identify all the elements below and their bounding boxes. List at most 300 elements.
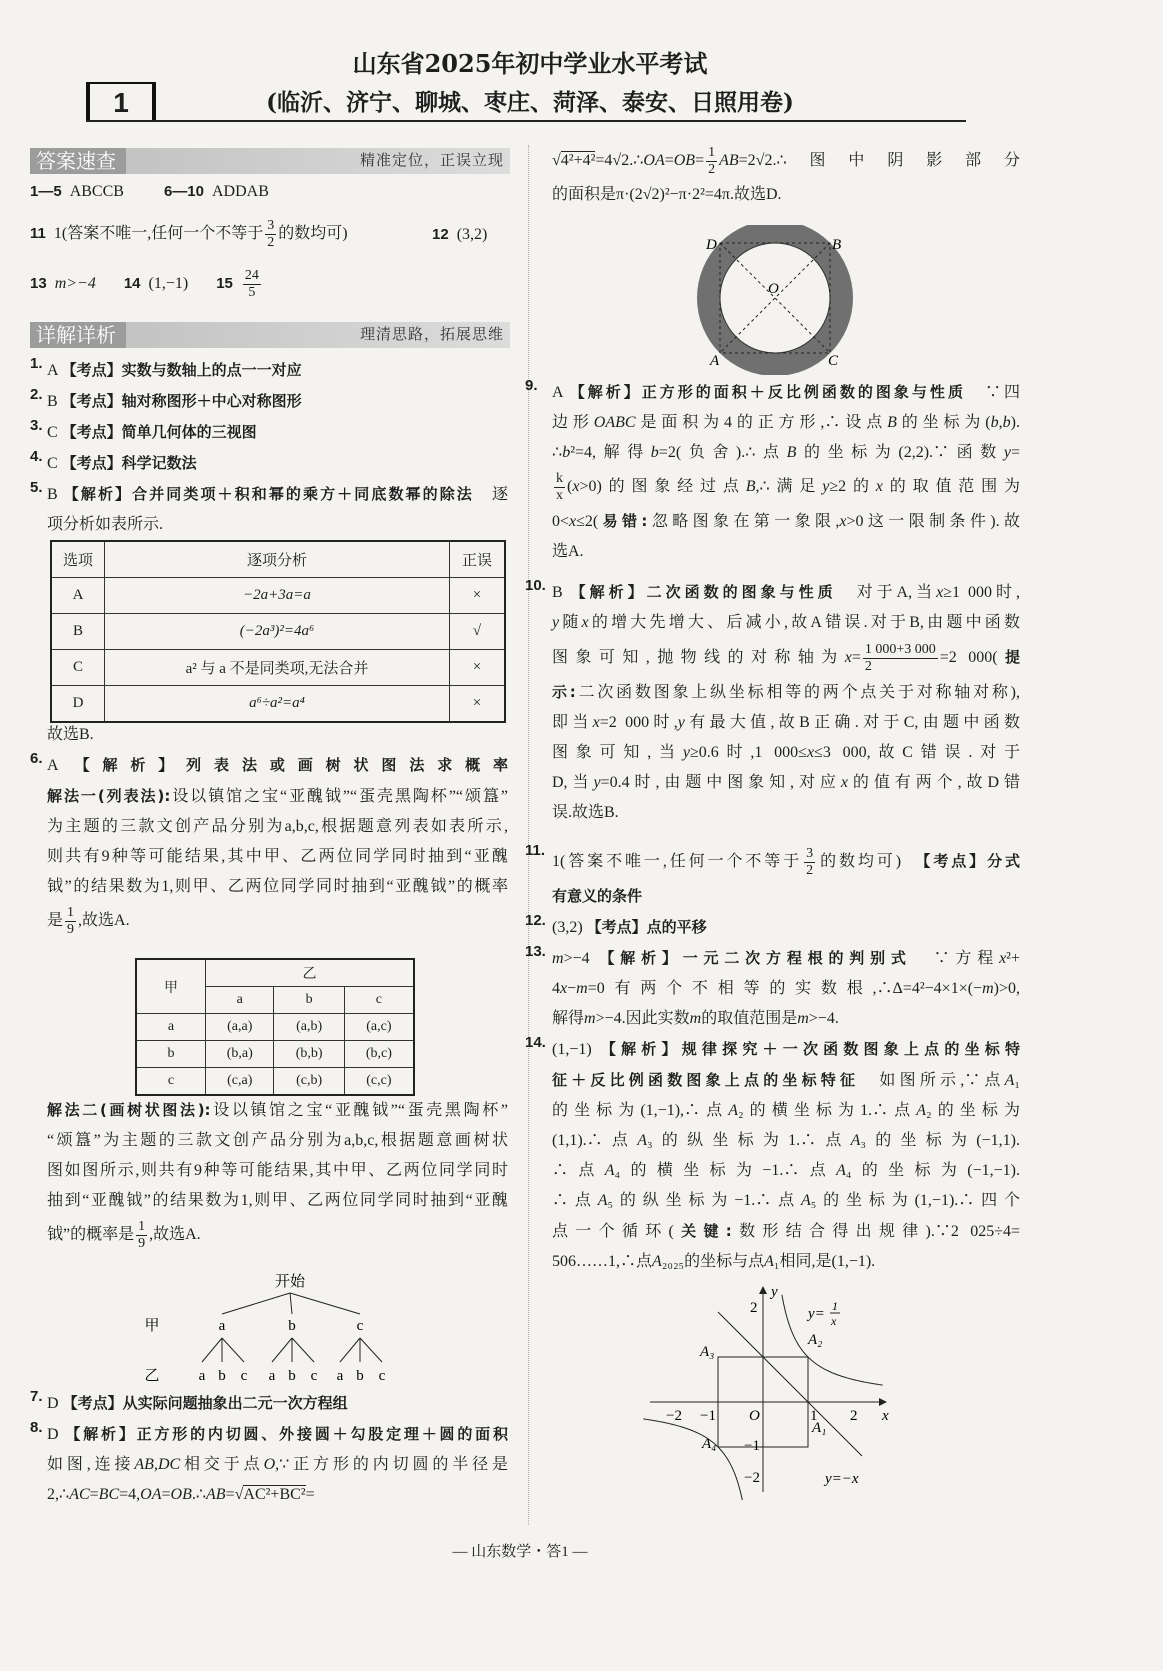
math-variable: x	[936, 584, 944, 601]
table-row: b (b,a) (b,b) (b,c)	[136, 1041, 414, 1068]
text-line	[525, 438, 1020, 468]
numerator: 1	[708, 144, 716, 160]
tick-label: 1	[810, 1408, 818, 1424]
solutions-7-8	[30, 1388, 508, 1510]
math-variable: OA	[140, 1486, 162, 1503]
probability-table: 甲 乙 a b c a (a,a) (a,b) (a,c) b (b,a) (b,b) (b,c) c (c,a) (c,b) (c,c)	[135, 958, 415, 1096]
numerator: k	[556, 470, 563, 486]
exam-subtitle: (临沂、济宁、聊城、枣庄、菏泽、泰安、日照用卷)	[266, 89, 794, 116]
bold-text: 【解析】二次函数的图象与性质	[570, 583, 837, 601]
axis-label: x	[882, 1408, 889, 1424]
point-label: D	[706, 237, 717, 253]
math-variable: b	[562, 444, 571, 461]
text-line	[525, 180, 1020, 210]
solutions-1-5	[30, 355, 508, 540]
text: ₃的坐标为(−1,1).	[860, 1132, 1020, 1149]
text-line	[30, 417, 508, 448]
text: 设以镇馆之宝“亚醜钺”“蛋壳黑陶杯”	[210, 1102, 508, 1119]
text: >−4.因此实数	[595, 1010, 690, 1027]
math-variable: A	[728, 1102, 738, 1119]
question-number: 10.	[525, 577, 546, 594]
bold-text: 【考点】从实际问题抽象出二元一次方程组	[62, 1394, 348, 1412]
bold-text: 【考点】科学记数法	[61, 454, 197, 472]
text: ≤3 000,故C错误.对于	[814, 744, 1020, 761]
bold-text: 【解析】规律探究＋一次函数图象上点的坐标特	[600, 1040, 1020, 1058]
question-number: 8.	[30, 1419, 43, 1436]
exam-title: 山东省2025年初中学业水平考试	[352, 49, 708, 78]
answer: ABCCB	[69, 183, 124, 200]
text: 钺”的结果数为1,则甲、乙两位同学同时抽到“亚醜钺”的概率	[47, 878, 508, 895]
text: >−4	[563, 950, 600, 967]
question-range: 1—5	[30, 183, 62, 200]
text: =	[1010, 444, 1020, 461]
text: ,	[998, 414, 1003, 431]
hyperbola-branch-2	[643, 1419, 744, 1500]
text: 如图所示,∵点	[859, 1072, 1005, 1089]
math-variable: AB	[719, 152, 739, 169]
text-line	[30, 1388, 508, 1419]
bold-text: 【考点】点的平移	[586, 918, 707, 936]
bold-text: 【解析】正方形的面积＋反比例函数的图象与性质	[569, 383, 966, 401]
math-variable: A	[836, 1162, 846, 1179]
text-line	[525, 881, 1020, 912]
quick-answer-row-3	[30, 268, 263, 301]
text: =	[851, 649, 861, 666]
text: (1,1).∴点	[552, 1132, 638, 1149]
text: 的坐标为(	[896, 414, 991, 431]
text-line	[525, 1186, 1020, 1216]
denominator: 2	[806, 862, 814, 878]
denominator: 9	[67, 921, 75, 937]
text: ,故选A.	[149, 1226, 201, 1243]
solution-9	[525, 377, 1020, 567]
text: =	[225, 1486, 235, 1503]
text: A	[47, 362, 62, 379]
numerator: 1	[67, 904, 75, 920]
math-variable: y	[552, 614, 560, 631]
bold-text: 【考点】实数与数轴上的点一一对应	[61, 361, 302, 379]
text-line	[525, 1247, 1020, 1277]
text: =	[695, 152, 705, 169]
text: ≥2的	[829, 478, 876, 495]
bold-text: 【考点】分式	[922, 852, 1020, 870]
math-variable: b	[1002, 414, 1011, 431]
question-number: 5.	[30, 479, 43, 496]
fraction	[136, 1219, 147, 1252]
section-bar-detailed-solutions	[30, 322, 510, 348]
question-number: 13.	[525, 943, 546, 960]
tree-diagram	[130, 1268, 430, 1388]
math-variable: x	[569, 513, 577, 530]
text-line	[30, 1186, 508, 1216]
text: ²=4,解得	[570, 444, 651, 461]
text-line	[525, 608, 1020, 638]
fraction	[804, 846, 815, 879]
point-label: A₂	[808, 1332, 823, 1348]
text: D	[47, 1426, 66, 1443]
text: )>0,	[993, 980, 1020, 997]
text: 的坐标为(1,−1),∴点	[552, 1102, 729, 1119]
question-number: 4.	[30, 448, 43, 465]
text: 的取值范围是	[701, 1010, 798, 1027]
math-variable: BC	[98, 1486, 120, 1503]
text-line	[30, 902, 508, 940]
text: D	[47, 1395, 63, 1412]
text: 的增大先增大、后减小,故A错误.对于B,由题中函数	[588, 614, 1020, 631]
text: 如图,连接	[47, 1456, 135, 1473]
curve-label: y=	[808, 1306, 825, 1322]
text: 1(答案不唯一,任何一个不等于	[552, 853, 803, 870]
line-label: y=−x	[825, 1471, 859, 1487]
tree-leaf: a	[268, 1368, 276, 1384]
text-line	[30, 720, 508, 750]
text: 506……1,∴点	[552, 1253, 653, 1270]
text-line	[30, 1216, 508, 1254]
question-range: 6—10	[163, 183, 204, 200]
solution-6-method-2	[30, 1095, 508, 1254]
math-variable: x	[875, 478, 883, 495]
bold-text: 【解析】合并同类项＋积和幂的乘方＋同底数幂的除法	[63, 485, 474, 503]
tree-leaf: b	[356, 1368, 364, 1384]
text: A	[552, 384, 570, 401]
bold-text: 【解析】正方形的内切圆、外接圆＋勾股定理＋圆的面积	[65, 1425, 508, 1443]
text: ²+	[1006, 950, 1020, 967]
section-slogan: 理清思路，拓展思维	[359, 327, 504, 343]
text: 点一个循环(	[552, 1223, 674, 1240]
math-variable: A	[850, 1132, 861, 1149]
text-line	[525, 1096, 1020, 1126]
text: =	[89, 1486, 99, 1503]
text: ∴点	[552, 1162, 605, 1179]
text: 图象可知,抛物线的对称轴为	[552, 649, 845, 666]
text: =	[161, 1486, 171, 1503]
quick-answer-row-1	[30, 183, 269, 201]
quick-answer-row-2	[30, 218, 508, 251]
math-variable: x	[840, 774, 848, 791]
text: 对于A,当	[836, 584, 937, 601]
math-variable: x	[592, 714, 600, 731]
column-header: 正误	[450, 541, 506, 578]
text-line	[525, 1156, 1020, 1186]
text: 2,∴	[47, 1486, 70, 1503]
text: (3,2)	[552, 919, 587, 936]
tick-label: 2	[750, 1300, 758, 1316]
text: =4,	[119, 1486, 141, 1503]
point-label: C	[828, 353, 839, 369]
bold-text: 解法二(画树状图法):	[47, 1101, 211, 1119]
section-title: 详解详析	[30, 322, 126, 348]
text: 解得	[552, 1010, 585, 1027]
text: ≤2(	[576, 513, 599, 530]
text: “颂簋”为主题的三款文创产品分别为a,b,c,根据题意画树状	[47, 1132, 508, 1149]
axis-label: y	[771, 1284, 778, 1300]
math-variable: m	[982, 980, 994, 997]
question-number: 12	[432, 226, 449, 243]
tree-leaf: c	[240, 1368, 248, 1384]
tree-leaf: b	[288, 1368, 296, 1384]
fraction: $\frac{24}{5}$	[244, 268, 259, 300]
text: ,∴满足	[755, 478, 823, 495]
math-variable: O	[263, 1456, 276, 1473]
column-header: 甲	[136, 959, 206, 1014]
table-header-row	[51, 541, 505, 578]
text-line	[525, 974, 1020, 1004]
point-label: O	[768, 281, 779, 297]
text-line	[30, 872, 508, 902]
text: ≥0.6时,1 000≤	[689, 744, 807, 761]
answer: 的数均可)	[278, 225, 348, 243]
math-variable: AC	[69, 1486, 90, 1503]
text-line	[525, 1126, 1020, 1156]
text: D,当	[552, 774, 594, 791]
tick-label: −2	[744, 1470, 760, 1486]
text: 是面积为4的正方形,∴设点	[635, 414, 888, 431]
text-line	[30, 355, 508, 386]
text: 有最大值,故B正确.对于C,由题中函数	[684, 714, 1020, 731]
tree-leaf: b	[218, 1368, 226, 1384]
math-variable: A	[800, 1192, 811, 1209]
text-line	[30, 1095, 508, 1126]
text: B	[552, 584, 571, 601]
tree-level-label: 乙	[144, 1368, 160, 1384]
tree-node: b	[288, 1318, 296, 1334]
text: 忽略图象在第一象限,	[647, 513, 840, 530]
question-number: 7.	[30, 1388, 43, 1405]
bold-text: 征＋反比例函数图象上点的坐标特征	[552, 1071, 860, 1089]
text-line	[525, 537, 1020, 567]
numerator: 3	[806, 845, 814, 861]
text-line	[525, 1216, 1020, 1247]
section-title: 答案速查	[30, 148, 126, 174]
text: =	[664, 152, 674, 169]
text: =2 000时,	[599, 714, 678, 731]
math-variable: x	[560, 980, 568, 997]
circle-square-figure	[680, 225, 870, 375]
text: 的取值范围为	[882, 478, 1020, 495]
text-line	[525, 506, 1020, 537]
text-line	[525, 798, 1020, 828]
text: ,∵正方形的内切圆的半径是	[275, 1456, 508, 1473]
math-variable: OB	[170, 1486, 192, 1503]
fraction	[706, 145, 717, 178]
text-line	[525, 377, 1020, 408]
text: 相交于点	[180, 1456, 264, 1473]
math-variable: m	[552, 950, 564, 967]
denominator: 2	[864, 658, 872, 674]
bold-text: 提	[997, 648, 1020, 666]
answer: (1,−1)	[148, 275, 189, 293]
text: ₂₀₂₅的坐标与点	[661, 1253, 765, 1270]
text: 即当	[552, 714, 593, 731]
curve-label: x	[831, 1314, 837, 1328]
text: ,故选A.	[78, 912, 130, 929]
tick-label: −2	[666, 1408, 682, 1424]
text-line	[525, 912, 1020, 943]
text: =2 000(	[939, 649, 998, 666]
curve-label: 1	[832, 1299, 838, 1313]
tree-leaf: a	[198, 1368, 206, 1384]
text: 故选B.	[47, 726, 94, 743]
text: 设以镇馆之宝“亚醜钺”“蛋壳黑陶杯”“颂簋”	[170, 788, 508, 805]
text: 逐	[473, 486, 508, 503]
text: 二次函数图象上纵坐标相等的两个点关于对称轴对称),	[575, 684, 1020, 701]
answer: 1(答案不唯一,任何一个不等于	[53, 225, 264, 243]
section-bar-quick-answers	[30, 148, 510, 174]
tree-leaf: c	[378, 1368, 386, 1384]
question-number: 11	[30, 225, 46, 243]
text-line	[525, 943, 1020, 974]
text: 0<	[552, 513, 570, 530]
text: 4	[552, 980, 560, 997]
question-number: 12.	[525, 912, 546, 929]
math-variable: m	[689, 1010, 702, 1027]
text: −	[567, 980, 577, 997]
tree-node: c	[356, 1318, 364, 1334]
text: =	[305, 1486, 315, 1503]
question-number: 1.	[30, 355, 43, 372]
question-number: 13	[30, 275, 47, 293]
bold-text: 解法一(列表法):	[47, 787, 171, 805]
question-number: 3.	[30, 417, 43, 434]
math-variable: OB	[673, 152, 696, 169]
text: ∵方程	[911, 950, 1000, 967]
table-row: a (a,a) (a,b) (a,c)	[136, 1014, 414, 1041]
text: (	[567, 478, 573, 495]
text-line	[525, 1004, 1020, 1034]
math-variable: A	[1004, 1072, 1015, 1089]
math-variable: m	[584, 1010, 596, 1027]
text: 边形	[552, 414, 594, 431]
math-variable: B	[887, 414, 897, 431]
math-variable: x	[999, 950, 1007, 967]
text: A	[47, 757, 75, 774]
column-divider	[528, 145, 529, 1525]
math-variable: A	[637, 1132, 647, 1149]
math-variable: AB	[206, 1486, 226, 1503]
text: ₁	[1014, 1072, 1020, 1089]
text: ∴点	[552, 1192, 598, 1209]
table-row: B (−2a³)²=4a⁶ √	[51, 614, 505, 650]
text: ₄的横坐标为−1.∴点	[614, 1162, 837, 1179]
text: 则共有9种等可能结果,其中甲、乙两位同学同时抽到“亚醜	[47, 848, 508, 865]
tree-leaf: a	[336, 1368, 344, 1384]
text-line	[30, 386, 508, 417]
denominator: 9	[138, 1235, 146, 1251]
text: ₃的纵坐标为1.∴点	[646, 1132, 851, 1149]
page-footer: — 山东数学・答1 —	[452, 1544, 588, 1560]
text-line	[525, 638, 1020, 677]
text: 选A.	[552, 543, 584, 560]
math-variable: x	[572, 478, 580, 495]
solution-8-continued	[525, 142, 1020, 210]
math-variable: y	[822, 478, 830, 495]
line-y-neg-x	[718, 1312, 862, 1456]
math-variable: y	[677, 714, 685, 731]
text: 误.故选B.	[552, 804, 619, 821]
text-line	[525, 842, 1020, 881]
question-number: 14	[123, 275, 141, 293]
math-variable: A	[597, 1192, 608, 1209]
tick-label: −1	[700, 1408, 716, 1424]
text: 是	[47, 912, 64, 929]
text: ₅的纵坐标为−1.∴点	[607, 1192, 801, 1209]
math-variable: A	[604, 1162, 615, 1179]
text: 的面积是π·(2√2)²−π·2²=4π.故选D.	[552, 186, 782, 203]
question-number: 15	[216, 275, 233, 293]
text: C	[47, 424, 62, 441]
text: =2√2.∴图中阴影部分	[738, 152, 1020, 169]
column-header: 逐项分析	[105, 541, 450, 578]
text-line	[525, 408, 1020, 438]
math-variable: x	[806, 744, 815, 761]
solution-6	[30, 720, 508, 940]
column-header: 选项	[51, 541, 105, 578]
text: 随	[559, 614, 582, 631]
bold-text: 【考点】轴对称图形＋中心对称图形	[61, 392, 302, 410]
text-line	[525, 1034, 1020, 1065]
math-variable: x	[844, 649, 852, 666]
math-variable: y	[1003, 444, 1011, 461]
bold-text: 【解析】一元二次方程根的判别式	[599, 949, 912, 967]
tree-level-label: 甲	[144, 1318, 160, 1334]
text: =4√2.∴	[595, 152, 644, 169]
numerator: 1	[138, 1218, 146, 1234]
table-row: c (c,a) (c,b) (c,c)	[136, 1068, 414, 1096]
text-line	[30, 510, 508, 540]
text-line	[525, 468, 1020, 506]
math-variable: x	[581, 614, 589, 631]
text: 钺”的概率是	[47, 1226, 135, 1243]
option-analysis-table	[50, 540, 506, 723]
section-slogan: 精准定位，正误立现	[359, 153, 504, 169]
text-line	[525, 768, 1020, 798]
text-line	[30, 479, 508, 510]
point-label: A₄	[702, 1436, 717, 1452]
text: ≥1 000时,	[943, 584, 1020, 601]
text: ₁相同,是(1,−1).	[773, 1253, 876, 1270]
text: 数形结合得出规律).∵2 025÷4=	[731, 1223, 1020, 1240]
text-line	[525, 142, 1020, 180]
tree-leaf: c	[310, 1368, 318, 1384]
text-line	[30, 448, 508, 479]
math-variable: DC	[157, 1456, 181, 1473]
text-line	[30, 812, 508, 842]
solution-10	[525, 577, 1020, 828]
text-line	[30, 1480, 508, 1510]
fraction: $\frac{3}{2}$	[267, 218, 275, 250]
tick-label: −1	[744, 1438, 760, 1454]
math-variable: b	[990, 414, 999, 431]
text-line	[525, 577, 1020, 608]
bold-text: 易错:	[598, 512, 648, 530]
denominator: 2	[708, 161, 716, 177]
math-variable: b	[650, 444, 659, 461]
solutions-11-14	[525, 842, 1020, 1277]
answer: m>−4	[54, 275, 96, 293]
tick-label: 2	[850, 1408, 858, 1424]
text-line	[30, 842, 508, 872]
question-number: 6.	[30, 750, 43, 767]
numerator: 1 000+3 000	[864, 641, 936, 657]
question-number: 11.	[525, 842, 546, 859]
column-header: 乙	[206, 959, 415, 987]
math-variable: y	[682, 744, 690, 761]
table-row: A −2a+3a=a ×	[51, 578, 505, 614]
text: ₂的坐标为	[926, 1102, 1020, 1119]
square-root: √4²+4²	[552, 152, 596, 169]
fraction	[863, 642, 938, 675]
math-variable: OA	[643, 152, 665, 169]
